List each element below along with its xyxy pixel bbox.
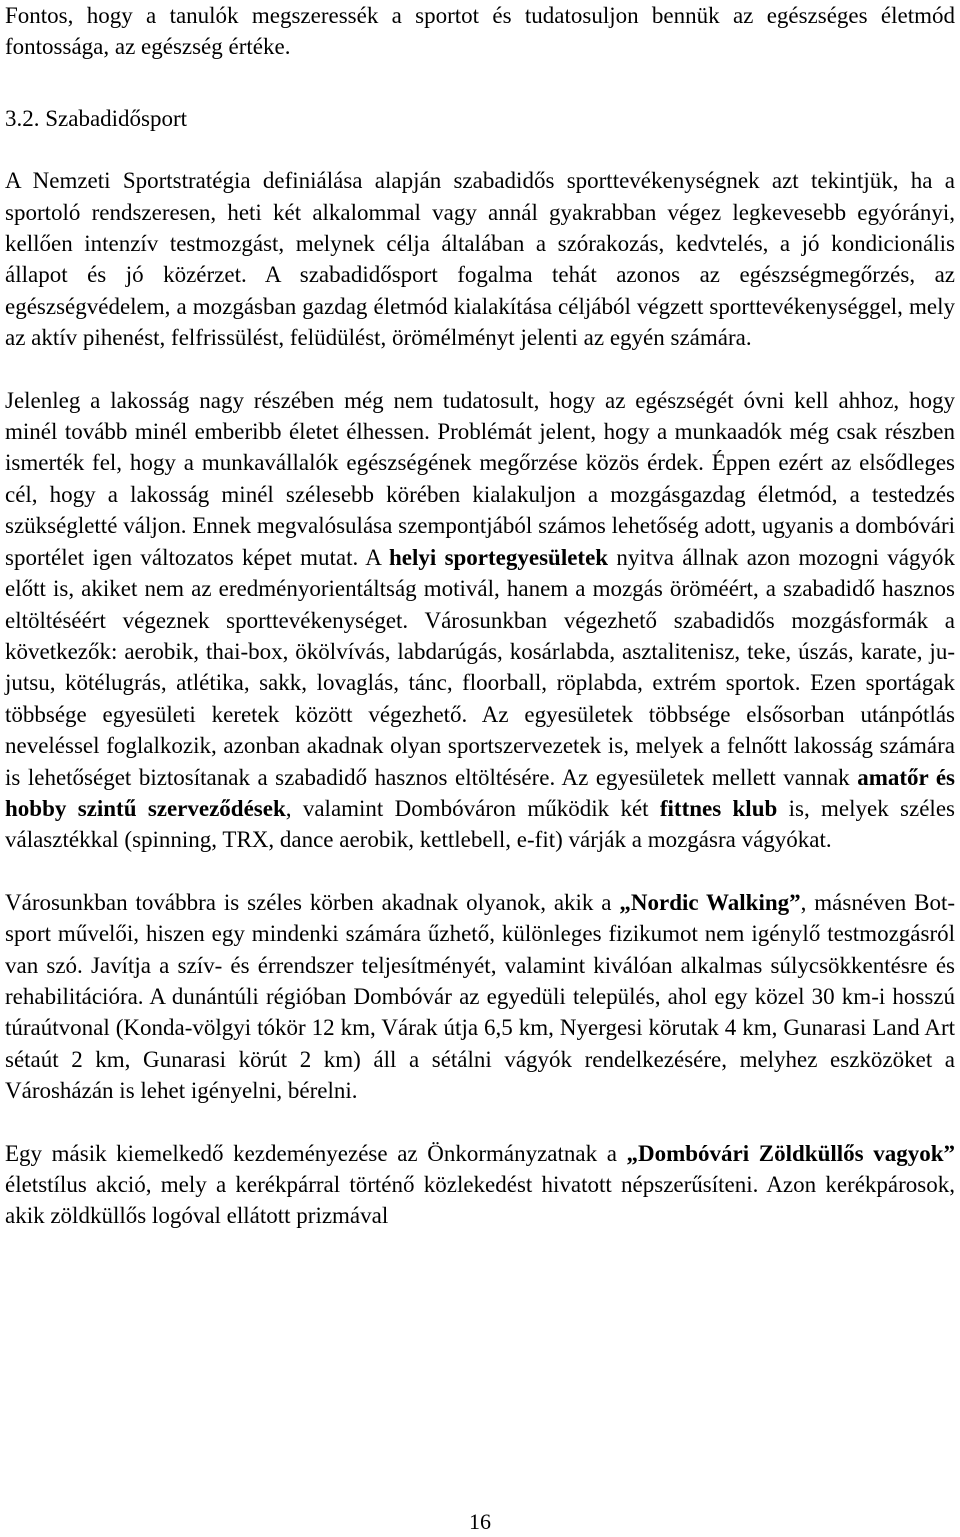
spacer	[5, 856, 955, 887]
spacer	[5, 354, 955, 385]
paragraph-text: Jelenleg a lakosság nagy részében még nem tudatosult, hogy az egészségét óvni kell ahhoz, hogy minél tovább minél emberibb életet élhessen. Problémát jelent, hogy a munkaadók még csak részben ismerték fel, hogy a munkavállalók egészségének megőrzése közös érdek. Éppen ezért az elsődleges cél, hogy a lakosság minél szélesebb körében kialakuljon a mozgásgazdag életmód, a testedzés szükségletté váljon. Ennek megvalósulása szempontjából számos lehetőség adott, ugyanis a dombóvári sportélet igen változatos képet mutat. A	[5, 387, 955, 570]
paragraph-nordic-walking	[5, 887, 955, 1107]
paragraph-text: is, melyek széles választékkal (spinning, TRX, dance aerobik, kettlebell, e-fit) várják a mozgásra vágyókat.	[5, 795, 955, 853]
bold-term: fittnes klub	[659, 795, 778, 821]
paragraph-text: A Nemzeti Sportstratégia definiálása alapján szabadidős sporttevékenységnek azt tekintjük, ha a sportoló rendszeresen, heti két alkalommal vagy annál gyakrabban végez legkevesebb egyórányi, kellően intenzív testmozgást, melynek célja általában a szórakozás, kedvtelés, a jó kondicionális állapot és jó közérzet. A szabadidősport fogalma tehát azonos az egészségmegőrzés, az egészségvédelem, a mozgásban gazdag életmód kialakítása céljából végzett sporttevékenységgel, mely az aktív pihenést, felfrissülést, felüdülést, örömélményt jelenti az egyén számára.	[5, 168, 955, 351]
paragraph-text: életstílus akció, mely a kerékpárral történő közlekedést hivatott népszerűsíteni. Azon kerékpárosok, akik zöldküllős logóval ellátott prizmával	[5, 1172, 955, 1229]
page-number: 16	[469, 1509, 491, 1534]
paragraph-text: Egy másik kiemelkedő kezdeményezése az Önkormányzatnak a	[5, 1140, 627, 1166]
spacer	[5, 1107, 955, 1138]
bold-term: helyi sportegyesületek	[388, 544, 609, 570]
paragraph-text: Városunkban továbbra is széles körben akadnak olyanok, akik a	[5, 889, 620, 915]
paragraph-green-spoke	[5, 1138, 955, 1232]
section-heading: 3.2. Szabadidősport	[5, 105, 188, 131]
paragraph-definition	[5, 165, 955, 353]
paragraph-text: nyitva állnak azon mozogni vágyók előtt is, akiket nem az eredményorientáltság motivál, hanem a mozgás öröméért, a szabadidő hasznos eltöltéséért végeznek sporttevékenységet. Városunkban végezhető szabadidős mozgásformák a következők: aerobik, thai-box, ökölvívás, labdarúgás, kosárlabda, asztalitenisz, teke, úszás, karate, ju-jutsu, kötélugrás, atlétika, sakk, lovaglás, tánc, floorball, röplabda, extrém sportok. Ezen sportágak többsége egyesületi keretek között végezhető. Az egyesületek többsége elsősorban utánpótlás neveléssel foglalkozik, azonban akadnak olyan sportszervezetek is, melyek a felnőtt lakosság számára is lehetőséget biztosítanak a szabadidő hasznos eltöltésére. Az egyesületek mellett vannak	[5, 544, 955, 790]
bold-term: „Nordic Walking”	[619, 889, 801, 915]
paragraph-text: , valamint Dombóváron működik két	[285, 795, 660, 821]
spacer	[5, 63, 955, 103]
paragraph-current-state	[5, 385, 955, 856]
paragraph-text: , másnéven Bot-sport művelői, hiszen egy mindenki számára űzhető, különleges fizikumot nem igénylő testmozgásról van szó. Javítja a szív- és érrendszer teljesítményét, valamint kiválóan alkalmas súlycsökkentésre és rehabilitációra. A dunántúli régióban Dombóvár az egyedüli település, ahol egy közel 30 km-i hosszú túraútvonal (Konda-völgyi tókör 12 km, Várak útja 6,5 km, Nyergesi körutak 4 km, Gunarasi Land Art sétaút 2 km, Gunarasi körút 2 km) áll a sétálni vágyók rendelkezésére, melyhez eszközöket a Városházán is lehet igényelni, bérelni.	[5, 889, 955, 1104]
bold-term: „Dombóvári Zöldküllős vagyok”	[626, 1140, 955, 1166]
intro-paragraph: Fontos, hogy a tanulók megszeressék a sportot és tudatosuljon bennük az egészséges életmód fontossága, az egészség értéke.	[5, 3, 955, 60]
bold-term: amatőr és hobby szintű szerveződések	[5, 764, 955, 821]
document-page	[5, 0, 955, 1232]
spacer	[5, 134, 955, 165]
